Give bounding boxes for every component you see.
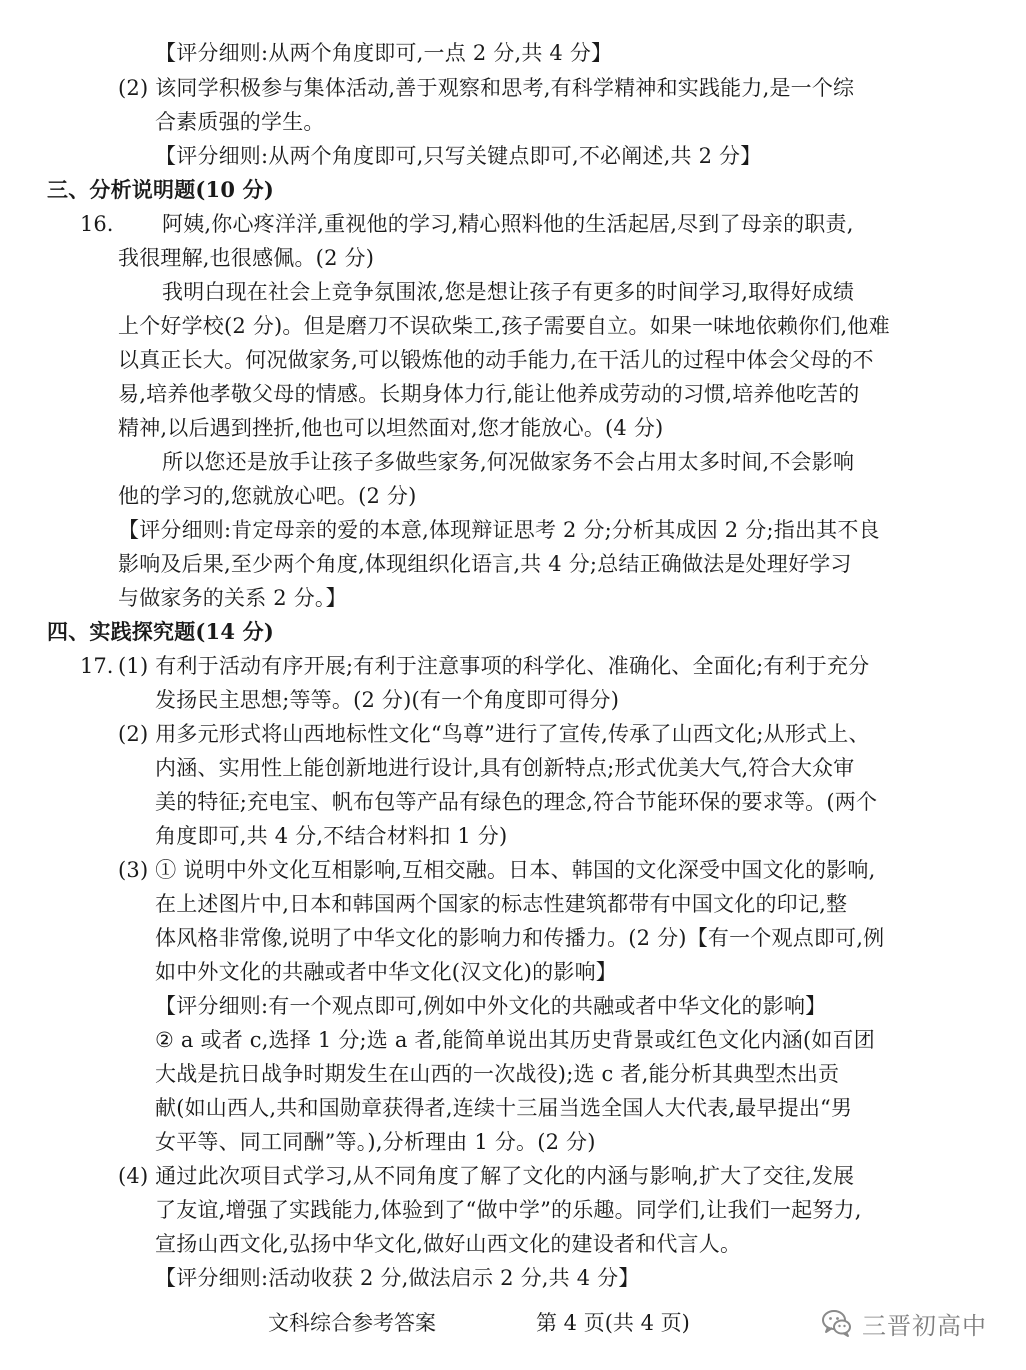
answer-line: ② a 或者 c,选择 1 分;选 a 者,能简单说出其历史背景或红色文化内涵(如百团	[155, 1028, 875, 1052]
answer-line: 合素质强的学生。	[155, 110, 325, 134]
answer-item: (1) 有利于活动有序开展;有利于注意事项的科学化、准确化、全面化;有利于充分	[118, 654, 870, 678]
footer-page-number: 第 4 页(共 4 页)	[536, 1311, 690, 1335]
answer-line: 上个好学校(2 分)。但是磨刀不误砍柴工,孩子需要自立。如果一味地依赖你们,他难	[118, 314, 890, 338]
answer-line: 我明白现在社会上竞争氛围浓,您是想让孩子有更多的时间学习,取得好成绩	[162, 280, 855, 304]
answer-item: (2) 用多元形式将山西地标性文化“鸟尊”进行了宣传,传承了山西文化;从形式上、	[118, 722, 870, 746]
answer-item: (4) 通过此次项目式学习,从不同角度了解了文化的内涵与影响,扩大了交往,发展	[118, 1164, 855, 1188]
watermark	[820, 1303, 987, 1343]
answer-item: (3) ① 说明中外文化互相影响,互相交融。日本、韩国的文化深受中国文化的影响,	[118, 858, 876, 882]
answer-line: 如中外文化的共融或者中华文化(汉文化)的影响】	[155, 960, 617, 984]
scoring-note: 与做家务的关系 2 分。】	[118, 586, 347, 610]
footer-title: 文科综合参考答案	[268, 1311, 436, 1335]
answer-line: 美的特征;充电宝、帆布包等产品有绿色的理念,符合节能环保的要求等。(两个	[155, 790, 878, 814]
answer-line: 体风格非常像,说明了中华文化的影响力和传播力。(2 分)【有一个观点即可,例	[155, 926, 885, 950]
answer-line: 内涵、实用性上能创新地进行设计,具有创新特点;形式优美大气,符合大众审	[155, 756, 855, 780]
answer-line: 献(如山西人,共和国勋章获得者,连续十三届当选全国人大代表,最早提出“男	[155, 1096, 853, 1120]
answer-line: 所以您还是放手让孩子多做些家务,何况做家务不会占用太多时间,不会影响	[162, 450, 855, 474]
wechat-icon	[820, 1306, 854, 1340]
answer-line: 女平等、同工同酬”等。),分析理由 1 分。(2 分)	[155, 1130, 596, 1154]
answer-line: 以真正长大。何况做家务,可以锻炼他的动手能力,在干活儿的过程中体会父母的不	[118, 348, 874, 372]
scoring-note: 影响及后果,至少两个角度,体现组织化语言,共 4 分;总结正确做法是处理好学习	[118, 552, 852, 576]
section-heading: 三、分析说明题(10 分)	[47, 177, 275, 202]
question-number: 17.	[80, 654, 114, 678]
question-number: 16.	[80, 212, 114, 236]
answer-line: 他的学习的,您就放心吧。(2 分)	[118, 484, 417, 508]
answer-line: 宣扬山西文化,弘扬中华文化,做好山西文化的建设者和代言人。	[155, 1232, 742, 1256]
answer-line: 角度即可,共 4 分,不结合材料扣 1 分)	[155, 824, 508, 848]
scoring-note: 【评分细则:从两个角度即可,一点 2 分,共 4 分】	[155, 41, 613, 65]
answer-line: 了友谊,增强了实践能力,体验到了“做中学”的乐趣。同学们,让我们一起努力,	[155, 1198, 862, 1222]
scoring-note: 【评分细则:有一个观点即可,例如中外文化的共融或者中华文化的影响】	[155, 994, 827, 1018]
answer-line: 易,培养他孝敬父母的情感。长期身体力行,能让他养成劳动的习惯,培养他吃苦的	[118, 382, 860, 406]
answer-line: 发扬民主思想;等等。(2 分)(有一个角度即可得分)	[155, 688, 620, 712]
answer-line: 阿姨,你心疼洋洋,重视他的学习,精心照料他的生活起居,尽到了母亲的职责,	[162, 212, 854, 236]
answer-line: 精神,以后遇到挫折,他也可以坦然面对,您才能放心。(4 分)	[118, 416, 664, 440]
watermark-text: 三晋初高中	[862, 1311, 987, 1340]
answer-line: 我很理解,也很感佩。(2 分)	[118, 246, 375, 270]
scoring-note: 【评分细则:活动收获 2 分,做法启示 2 分,共 4 分】	[155, 1266, 640, 1290]
answer-line: 大战是抗日战争时期发生在山西的一次战役);选 c 者,能分析其典型杰出贡	[155, 1062, 840, 1086]
scoring-note: 【评分细则:从两个角度即可,只写关键点即可,不必阐述,共 2 分】	[155, 144, 762, 168]
scoring-note: 【评分细则:肯定母亲的爱的本意,体现辩证思考 2 分;分析其成因 2 分;指出其不良	[118, 518, 880, 542]
section-heading: 四、实践探究题(14 分)	[47, 619, 275, 644]
answer-item: (2) 该同学积极参与集体活动,善于观察和思考,有科学精神和实践能力,是一个综	[118, 76, 855, 100]
answer-line: 在上述图片中,日本和韩国两个国家的标志性建筑都带有中国文化的印记,整	[155, 892, 848, 916]
